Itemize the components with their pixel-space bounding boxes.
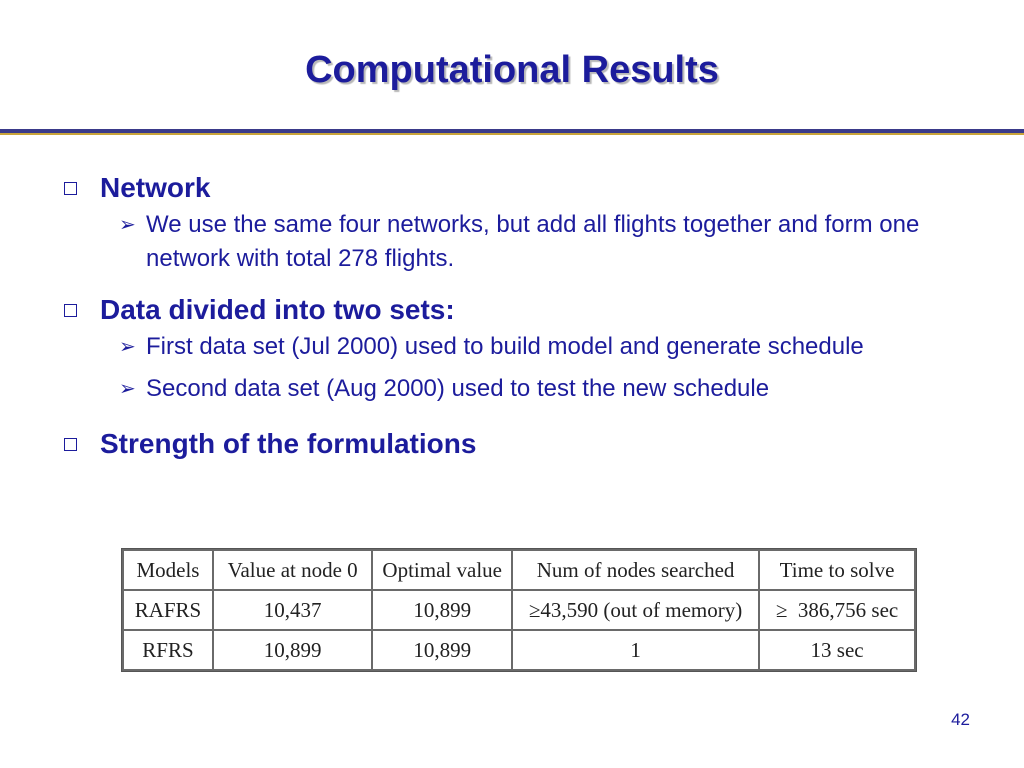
table-cell: 10,899	[213, 630, 372, 670]
bullet-strength-heading: Strength of the formulations	[100, 428, 477, 459]
square-bullet-icon	[64, 182, 77, 195]
table-cell: 1	[512, 630, 759, 670]
page-number: 42	[951, 710, 970, 729]
bullet-list	[62, 168, 962, 464]
sub-bullet-data-sets-1	[119, 330, 962, 364]
table-row	[123, 630, 915, 670]
table-header-cell: Value at node 0	[213, 550, 372, 590]
bullet-network	[62, 168, 962, 208]
table-row	[123, 590, 915, 630]
table-cell: 10,899	[372, 590, 512, 630]
title-divider	[0, 129, 1024, 135]
table-header-cell: Time to solve	[759, 550, 915, 590]
arrow-bullet-icon: ➢	[119, 214, 136, 236]
table-cell: ≥ 386,756 sec	[759, 590, 915, 630]
table-cell: 10,899	[372, 630, 512, 670]
arrow-bullet-icon: ➢	[119, 336, 136, 358]
results-table	[121, 548, 917, 672]
bullet-network-heading: Network	[100, 172, 211, 203]
bullet-data-sets-heading: Data divided into two sets:	[100, 294, 455, 325]
table-cell: RAFRS	[123, 590, 213, 630]
bullet-data-sets	[62, 290, 962, 330]
table-header-cell: Num of nodes searched	[512, 550, 759, 590]
square-bullet-icon	[64, 304, 77, 317]
bullet-strength	[62, 424, 962, 464]
sub-bullet-text: First data set (Jul 2000) used to build model and generate schedule	[146, 333, 864, 360]
table-cell: 13 sec	[759, 630, 915, 670]
table-cell: ≥43,590 (out of memory)	[512, 590, 759, 630]
sub-bullet-network-1	[119, 208, 962, 276]
sub-bullet-data-sets-2	[119, 372, 962, 406]
table-header-cell: Optimal value	[372, 550, 512, 590]
table-cell: RFRS	[123, 630, 213, 670]
sub-bullet-text: We use the same four networks, but add all flights together and form one network with total 278 flights.	[146, 211, 920, 272]
slide-title: Computational Results	[305, 49, 719, 91]
arrow-bullet-icon: ➢	[119, 378, 136, 400]
square-bullet-icon	[64, 438, 77, 451]
table-cell: 10,437	[213, 590, 372, 630]
sub-bullet-text: Second data set (Aug 2000) used to test the new schedule	[146, 375, 770, 402]
table-header-row	[123, 550, 915, 590]
table-header-cell: Models	[123, 550, 213, 590]
